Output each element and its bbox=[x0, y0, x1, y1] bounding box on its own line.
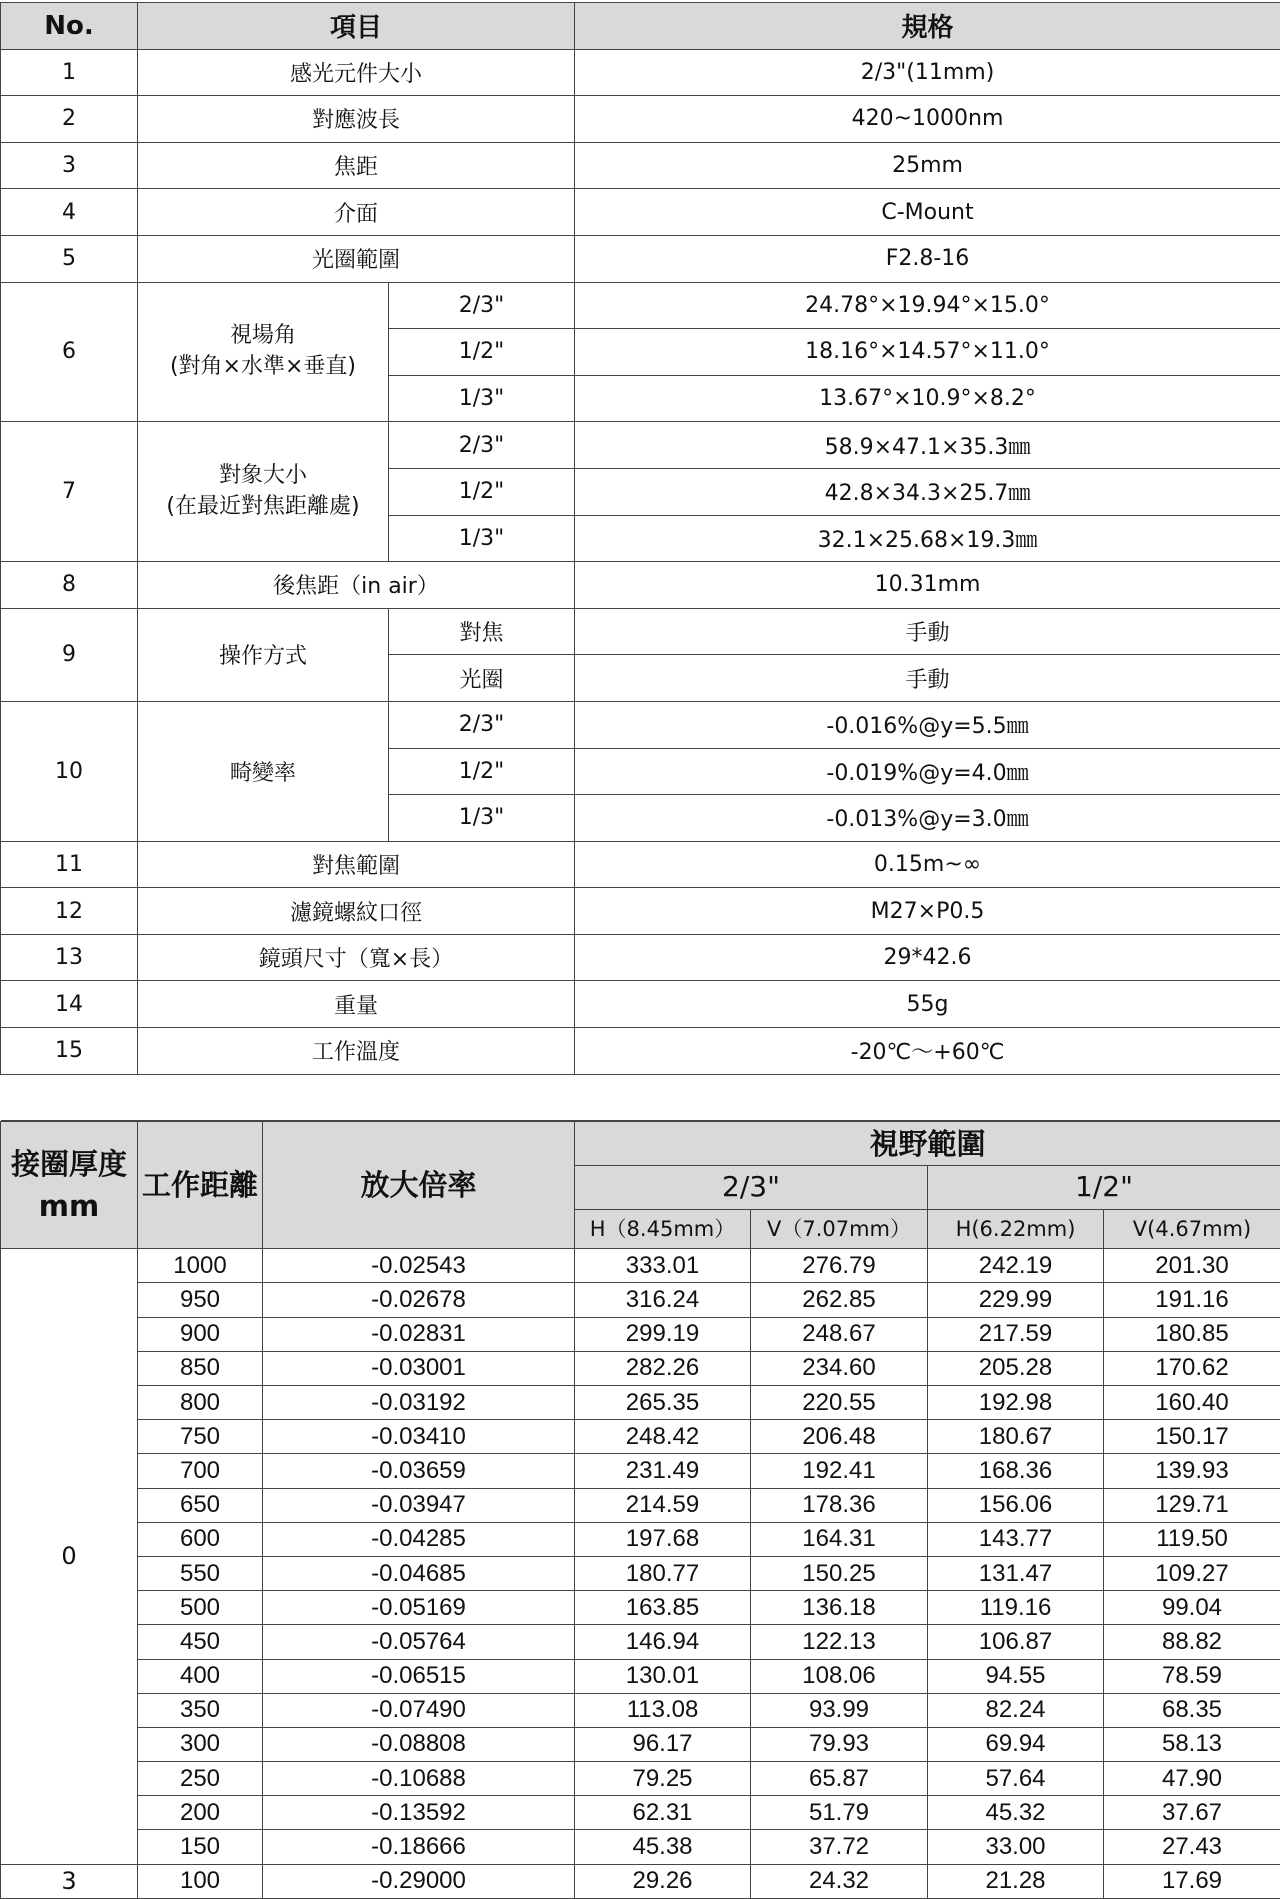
spec-row bbox=[1, 96, 1280, 143]
fov-table bbox=[0, 1121, 1280, 1899]
v-12-value: 129.71 bbox=[1104, 1488, 1280, 1522]
h-12-value: 94.55 bbox=[928, 1659, 1104, 1693]
v-23-value: 24.32 bbox=[751, 1864, 928, 1898]
row-number: 13 bbox=[1, 934, 138, 981]
h-12-value: 180.67 bbox=[928, 1420, 1104, 1454]
spec-row-object-size bbox=[1, 422, 1280, 469]
h-12-value: 21.28 bbox=[928, 1864, 1104, 1898]
spec-value: 2/3"(11mm) bbox=[575, 49, 1280, 96]
spec-value: 24.78°×19.94°×15.0° bbox=[575, 282, 1280, 329]
h-23-value: 113.08 bbox=[575, 1693, 751, 1727]
row-number: 12 bbox=[1, 888, 138, 935]
table-spacer bbox=[1, 1074, 1280, 1121]
v-23-value: 206.48 bbox=[751, 1420, 928, 1454]
h-23-value: 62.31 bbox=[575, 1796, 751, 1830]
working-distance: 550 bbox=[138, 1556, 263, 1590]
sub-label: 2/3" bbox=[389, 422, 575, 469]
spec-value: 手動 bbox=[575, 655, 1280, 702]
spec-header: 規格 bbox=[575, 3, 1280, 50]
magnification: -0.29000 bbox=[263, 1864, 575, 1898]
h-12-value: 45.32 bbox=[928, 1796, 1104, 1830]
v-12-value: 170.62 bbox=[1104, 1351, 1280, 1385]
working-distance-header: 工作距離 bbox=[138, 1122, 263, 1249]
v-23-value: 65.87 bbox=[751, 1762, 928, 1796]
spec-value: C-Mount bbox=[575, 189, 1280, 236]
row-number: 9 bbox=[1, 608, 138, 701]
spec-table bbox=[0, 2, 1280, 1121]
h-23-value: 299.19 bbox=[575, 1317, 751, 1351]
item-name: 工作溫度 bbox=[138, 1028, 575, 1075]
item-name: 畸變率 bbox=[138, 701, 389, 841]
spec-row bbox=[1, 562, 1280, 609]
sub-label: 2/3" bbox=[389, 282, 575, 329]
working-distance: 400 bbox=[138, 1659, 263, 1693]
magnification: -0.03001 bbox=[263, 1351, 575, 1385]
item-name: 介面 bbox=[138, 189, 575, 236]
magnification: -0.05764 bbox=[263, 1625, 575, 1659]
sub-label: 2/3" bbox=[389, 701, 575, 748]
ring-thickness-line2: mm bbox=[1, 1185, 137, 1227]
spec-row bbox=[1, 888, 1280, 935]
magnification: -0.03410 bbox=[263, 1420, 575, 1454]
spec-row-fov-angle bbox=[1, 282, 1280, 329]
working-distance: 200 bbox=[138, 1796, 263, 1830]
working-distance: 700 bbox=[138, 1454, 263, 1488]
spec-value: -0.019%@y=4.0㎜ bbox=[575, 748, 1280, 795]
row-number: 4 bbox=[1, 189, 138, 236]
working-distance: 300 bbox=[138, 1727, 263, 1761]
h-12-value: 242.19 bbox=[928, 1249, 1104, 1283]
v-23-value: 37.72 bbox=[751, 1830, 928, 1864]
table-row bbox=[1, 1659, 1280, 1693]
spec-value: 0.15m~∞ bbox=[575, 841, 1280, 888]
table-row bbox=[1, 1864, 1280, 1898]
h-12-value: 205.28 bbox=[928, 1351, 1104, 1385]
v-23-value: 122.13 bbox=[751, 1625, 928, 1659]
spec-row-distortion bbox=[1, 701, 1280, 748]
h-12-value: 57.64 bbox=[928, 1762, 1104, 1796]
item-name: 對應波長 bbox=[138, 96, 575, 143]
h-23-value: 146.94 bbox=[575, 1625, 751, 1659]
fov-body bbox=[1, 1249, 1280, 1899]
spec-value: 58.9×47.1×35.3㎜ bbox=[575, 422, 1280, 469]
h-12-value: 106.87 bbox=[928, 1625, 1104, 1659]
v-23-value: 108.06 bbox=[751, 1659, 928, 1693]
row-number: 8 bbox=[1, 562, 138, 609]
spec-value: 29*42.6 bbox=[575, 934, 1280, 981]
v-23-value: 276.79 bbox=[751, 1249, 928, 1283]
v-23-value: 136.18 bbox=[751, 1591, 928, 1625]
v-23-value: 51.79 bbox=[751, 1796, 928, 1830]
h-23-value: 79.25 bbox=[575, 1762, 751, 1796]
v-23-value: 248.67 bbox=[751, 1317, 928, 1351]
row-number: 11 bbox=[1, 841, 138, 888]
h-12-value: 229.99 bbox=[928, 1283, 1104, 1317]
row-number: 10 bbox=[1, 701, 138, 841]
v-12-value: 119.50 bbox=[1104, 1522, 1280, 1556]
working-distance: 750 bbox=[138, 1420, 263, 1454]
working-distance: 900 bbox=[138, 1317, 263, 1351]
h-23-value: 333.01 bbox=[575, 1249, 751, 1283]
magnification: -0.02543 bbox=[263, 1249, 575, 1283]
no-header: No. bbox=[1, 3, 138, 50]
item-name-line2: (對角×水準×垂直) bbox=[138, 352, 388, 383]
v-23-value: 79.93 bbox=[751, 1727, 928, 1761]
table-row bbox=[1, 1830, 1280, 1864]
h-23-value: 231.49 bbox=[575, 1454, 751, 1488]
h-12-value: 82.24 bbox=[928, 1693, 1104, 1727]
magnification: -0.13592 bbox=[263, 1796, 575, 1830]
sub-label: 1/3" bbox=[389, 795, 575, 842]
item-name-line1: 視場角 bbox=[138, 321, 388, 352]
spec-row bbox=[1, 49, 1280, 96]
spec-value: -20℃～+60℃ bbox=[575, 1028, 1280, 1075]
spec-row bbox=[1, 235, 1280, 282]
table-row bbox=[1, 1522, 1280, 1556]
spec-row bbox=[1, 934, 1280, 981]
spec-row bbox=[1, 981, 1280, 1028]
v-12-value: 58.13 bbox=[1104, 1727, 1280, 1761]
item-name: 對焦範圍 bbox=[138, 841, 575, 888]
v-12-value: 109.27 bbox=[1104, 1556, 1280, 1590]
table-row bbox=[1, 1283, 1280, 1317]
magnification: -0.10688 bbox=[263, 1762, 575, 1796]
ring-thickness-header bbox=[1, 1122, 138, 1249]
spec-row bbox=[1, 189, 1280, 236]
table-row bbox=[1, 1796, 1280, 1830]
table-row bbox=[1, 1317, 1280, 1351]
v-12-value: 180.85 bbox=[1104, 1317, 1280, 1351]
working-distance: 150 bbox=[138, 1830, 263, 1864]
spec-value: 10.31mm bbox=[575, 562, 1280, 609]
item-name-line2: (在最近對焦距離處) bbox=[138, 492, 388, 523]
row-number: 6 bbox=[1, 282, 138, 422]
working-distance: 1000 bbox=[138, 1249, 263, 1283]
v-12-value: 160.40 bbox=[1104, 1386, 1280, 1420]
h-12-header: H(6.22mm) bbox=[928, 1210, 1104, 1249]
spec-row bbox=[1, 142, 1280, 189]
working-distance: 850 bbox=[138, 1351, 263, 1385]
h-12-value: 33.00 bbox=[928, 1830, 1104, 1864]
h-23-header: H（8.45mm） bbox=[575, 1210, 751, 1249]
row-number: 3 bbox=[1, 142, 138, 189]
spec-value: -0.016%@y=5.5㎜ bbox=[575, 701, 1280, 748]
v-23-value: 220.55 bbox=[751, 1386, 928, 1420]
sub-label: 1/3" bbox=[389, 375, 575, 422]
sub-label: 對焦 bbox=[389, 608, 575, 655]
ring-thickness-line1: 接圈厚度 bbox=[1, 1143, 137, 1185]
v-23-value: 262.85 bbox=[751, 1283, 928, 1317]
v-23-value: 150.25 bbox=[751, 1556, 928, 1590]
magnification-header: 放大倍率 bbox=[263, 1122, 575, 1249]
row-number: 1 bbox=[1, 49, 138, 96]
ring-thickness-value: 0 bbox=[1, 1249, 138, 1864]
h-12-value: 192.98 bbox=[928, 1386, 1104, 1420]
h-23-value: 197.68 bbox=[575, 1522, 751, 1556]
working-distance: 250 bbox=[138, 1762, 263, 1796]
item-name: 焦距 bbox=[138, 142, 575, 189]
h-23-value: 96.17 bbox=[575, 1727, 751, 1761]
h-23-value: 214.59 bbox=[575, 1488, 751, 1522]
h-23-value: 265.35 bbox=[575, 1386, 751, 1420]
working-distance: 650 bbox=[138, 1488, 263, 1522]
v-23-value: 192.41 bbox=[751, 1454, 928, 1488]
spec-header-row bbox=[1, 3, 1280, 50]
working-distance: 100 bbox=[138, 1864, 263, 1898]
h-12-value: 119.16 bbox=[928, 1591, 1104, 1625]
spec-value: 18.16°×14.57°×11.0° bbox=[575, 329, 1280, 376]
h-23-value: 248.42 bbox=[575, 1420, 751, 1454]
spec-value: 手動 bbox=[575, 608, 1280, 655]
v-12-value: 78.59 bbox=[1104, 1659, 1280, 1693]
h-12-value: 69.94 bbox=[928, 1727, 1104, 1761]
working-distance: 350 bbox=[138, 1693, 263, 1727]
working-distance: 800 bbox=[138, 1386, 263, 1420]
magnification: -0.03192 bbox=[263, 1386, 575, 1420]
sub-label: 1/2" bbox=[389, 468, 575, 515]
magnification: -0.06515 bbox=[263, 1659, 575, 1693]
v-23-value: 178.36 bbox=[751, 1488, 928, 1522]
magnification: -0.08808 bbox=[263, 1727, 575, 1761]
v-12-value: 47.90 bbox=[1104, 1762, 1280, 1796]
spacer-cell bbox=[1, 1074, 1280, 1121]
v-23-value: 164.31 bbox=[751, 1522, 928, 1556]
row-number: 7 bbox=[1, 422, 138, 562]
row-number: 15 bbox=[1, 1028, 138, 1075]
v-12-value: 27.43 bbox=[1104, 1830, 1280, 1864]
v-12-value: 68.35 bbox=[1104, 1693, 1280, 1727]
magnification: -0.04285 bbox=[263, 1522, 575, 1556]
magnification: -0.03947 bbox=[263, 1488, 575, 1522]
table-row bbox=[1, 1556, 1280, 1590]
spec-value: 32.1×25.68×19.3㎜ bbox=[575, 515, 1280, 562]
v-23-value: 93.99 bbox=[751, 1693, 928, 1727]
sub-label: 光圈 bbox=[389, 655, 575, 702]
h-23-value: 316.24 bbox=[575, 1283, 751, 1317]
table-row bbox=[1, 1591, 1280, 1625]
working-distance: 500 bbox=[138, 1591, 263, 1625]
v-12-value: 191.16 bbox=[1104, 1283, 1280, 1317]
row-number: 14 bbox=[1, 981, 138, 1028]
item-name: 濾鏡螺紋口徑 bbox=[138, 888, 575, 935]
working-distance: 600 bbox=[138, 1522, 263, 1556]
item-name: 鏡頭尺寸（寬×長） bbox=[138, 934, 575, 981]
spec-row bbox=[1, 841, 1280, 888]
table-row bbox=[1, 1420, 1280, 1454]
v-12-header: V(4.67mm) bbox=[1104, 1210, 1280, 1249]
item-name: 後焦距（in air） bbox=[138, 562, 575, 609]
h-12-value: 156.06 bbox=[928, 1488, 1104, 1522]
table-row bbox=[1, 1727, 1280, 1761]
sub-label: 1/2" bbox=[389, 748, 575, 795]
spec-row-operation bbox=[1, 608, 1280, 655]
item-name-object-size bbox=[138, 422, 389, 562]
v-12-value: 139.93 bbox=[1104, 1454, 1280, 1488]
item-name: 感光元件大小 bbox=[138, 49, 575, 96]
sensor-23-header: 2/3" bbox=[575, 1166, 928, 1210]
v-12-value: 150.17 bbox=[1104, 1420, 1280, 1454]
magnification: -0.04685 bbox=[263, 1556, 575, 1590]
item-name: 光圈範圍 bbox=[138, 235, 575, 282]
table-row bbox=[1, 1693, 1280, 1727]
v-12-value: 201.30 bbox=[1104, 1249, 1280, 1283]
h-12-value: 217.59 bbox=[928, 1317, 1104, 1351]
working-distance: 450 bbox=[138, 1625, 263, 1659]
magnification: -0.05169 bbox=[263, 1591, 575, 1625]
table-row bbox=[1, 1249, 1280, 1283]
table-row bbox=[1, 1762, 1280, 1796]
spec-value: -0.013%@y=3.0㎜ bbox=[575, 795, 1280, 842]
row-number: 5 bbox=[1, 235, 138, 282]
spec-value: 42.8×34.3×25.7㎜ bbox=[575, 468, 1280, 515]
v-12-value: 17.69 bbox=[1104, 1864, 1280, 1898]
spec-value: 13.67°×10.9°×8.2° bbox=[575, 375, 1280, 422]
table-row bbox=[1, 1386, 1280, 1420]
spec-value: 55g bbox=[575, 981, 1280, 1028]
magnification: -0.02831 bbox=[263, 1317, 575, 1351]
fov-header-row bbox=[1, 1122, 1280, 1166]
v-12-value: 99.04 bbox=[1104, 1591, 1280, 1625]
sensor-12-header: 1/2" bbox=[928, 1166, 1280, 1210]
v-23-value: 234.60 bbox=[751, 1351, 928, 1385]
table-row bbox=[1, 1625, 1280, 1659]
h-12-value: 168.36 bbox=[928, 1454, 1104, 1488]
magnification: -0.07490 bbox=[263, 1693, 575, 1727]
field-of-view-header: 視野範圍 bbox=[575, 1122, 1280, 1166]
v-12-value: 88.82 bbox=[1104, 1625, 1280, 1659]
table-row bbox=[1, 1488, 1280, 1522]
h-23-value: 282.26 bbox=[575, 1351, 751, 1385]
table-row bbox=[1, 1351, 1280, 1385]
magnification: -0.03659 bbox=[263, 1454, 575, 1488]
spec-value: 25mm bbox=[575, 142, 1280, 189]
h-12-value: 131.47 bbox=[928, 1556, 1104, 1590]
h-23-value: 29.26 bbox=[575, 1864, 751, 1898]
working-distance: 950 bbox=[138, 1283, 263, 1317]
spec-value: 420~1000nm bbox=[575, 96, 1280, 143]
h-23-value: 45.38 bbox=[575, 1830, 751, 1864]
row-number: 2 bbox=[1, 96, 138, 143]
v-23-header: V（7.07mm） bbox=[751, 1210, 928, 1249]
item-name-fov-angle bbox=[138, 282, 389, 422]
ring-thickness-value: 3 bbox=[1, 1864, 138, 1898]
spec-row bbox=[1, 1028, 1280, 1075]
table-row bbox=[1, 1454, 1280, 1488]
h-23-value: 180.77 bbox=[575, 1556, 751, 1590]
item-header: 項目 bbox=[138, 3, 575, 50]
sub-label: 1/3" bbox=[389, 515, 575, 562]
h-12-value: 143.77 bbox=[928, 1522, 1104, 1556]
item-name: 操作方式 bbox=[138, 608, 389, 701]
h-23-value: 130.01 bbox=[575, 1659, 751, 1693]
v-12-value: 37.67 bbox=[1104, 1796, 1280, 1830]
item-name-line1: 對象大小 bbox=[138, 461, 388, 492]
magnification: -0.18666 bbox=[263, 1830, 575, 1864]
sub-label: 1/2" bbox=[389, 329, 575, 376]
magnification: -0.02678 bbox=[263, 1283, 575, 1317]
spec-value: M27×P0.5 bbox=[575, 888, 1280, 935]
spec-value: F2.8-16 bbox=[575, 235, 1280, 282]
h-23-value: 163.85 bbox=[575, 1591, 751, 1625]
item-name: 重量 bbox=[138, 981, 575, 1028]
